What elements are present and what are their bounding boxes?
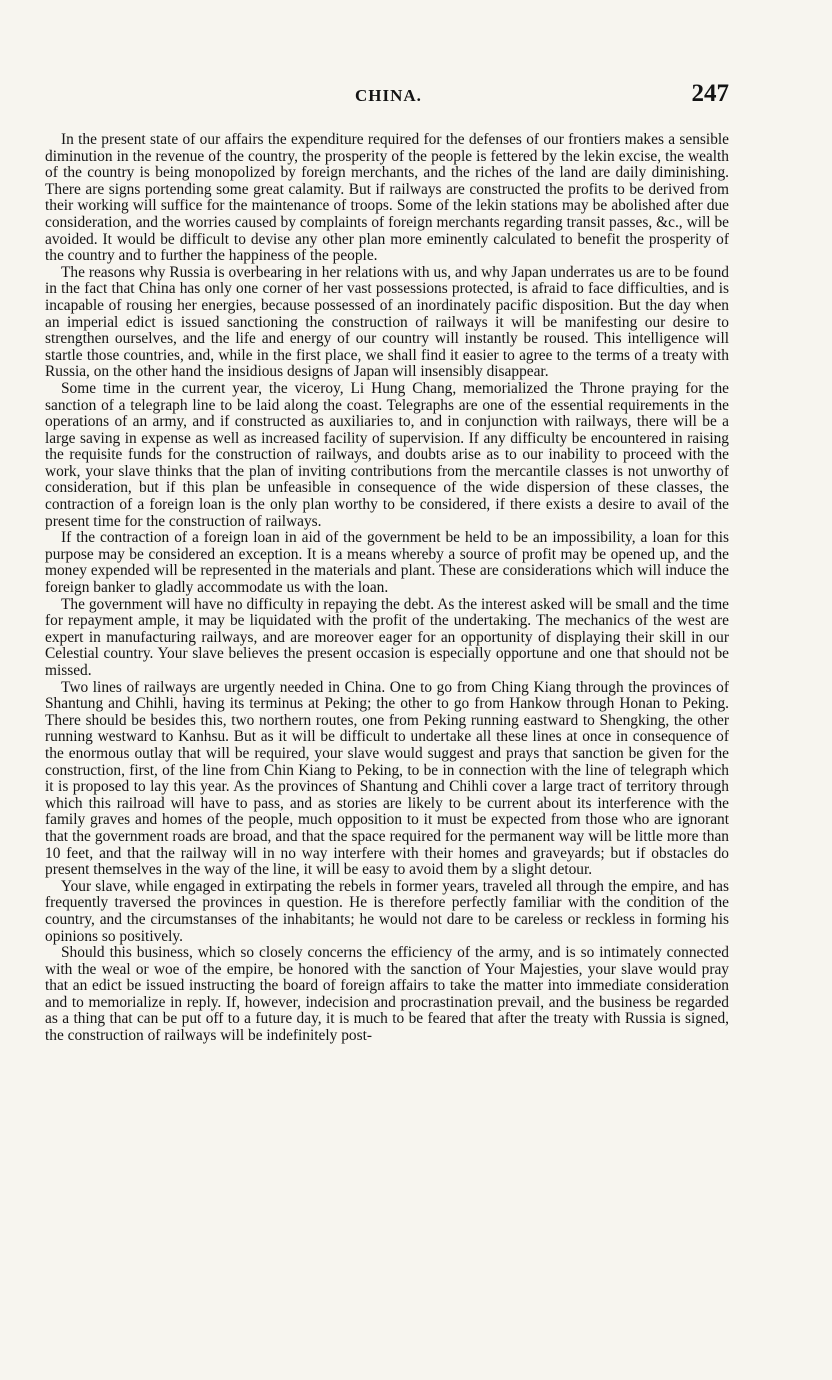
paragraph: Should this business, which so closely concerns the efficiency of the army, and is so intimately connected with the weal or woe of the empire, be honored with the sanction of Your Majesties, your slave would pray that an edict be issued instructing the board of foreign affairs to take the matter into immediate consideration and to memorialize in reply. If, however, indecision and procrastination prevail, and the business be regarded as a thing that can be put off to a future day, it is much to be feared that after the treaty with Russia is signed, the construction of railways will be indefinitely post-	[45, 944, 729, 1045]
paragraph: The government will have no difficulty in repaying the debt. As the interest asked will be small and the time for repayment ample, it may be liquidated with the profit of the undertaking. The mechanics of the west are expert in manufacturing railways, and are moreover eager for an opportunity of displaying their skill in our Celestial country. Your slave believes the present occasion is especially opportune and one that should not be missed.	[45, 595, 729, 679]
paragraph: In the present state of our affairs the expenditure required for the defenses of our frontiers makes a sensible diminution in the revenue of the country, the prosperity of the people is fettered by the lekin excise, the wealth of the country is being monopolized by foreign merchants, and the riches of the land are daily diminishing. There are signs portending some great calamity. But if railways are constructed the profits to be derived from their working will suffice for the maintenance of troops. Some of the lekin stations may be abolished after due consideration, and the worries caused by complaints of foreign merchants regarding transit passes, &c., will be avoided. It would be difficult to devise any other plan more eminently calculated to benefit the prosperity of the country and to further the happiness of the people.	[45, 131, 729, 265]
body-text	[45, 132, 729, 1045]
page-number: 247	[691, 80, 729, 107]
running-head: CHINA.	[355, 86, 422, 105]
paragraph: Some time in the current year, the viceroy, Li Hung Chang, memorialized the Throne praying for the sanction of a telegraph line to be laid along the coast. Telegraphs are one of the essential requirements in the operations of an army, and if constructed as auxiliaries to, and in conjunction with railways, there will be a large saving in expense as well as increased facility of supervision. If any difficulty be encountered in raising the requisite funds for the construction of railways, and doubts arise as to our inability to proceed with the work, your slave thinks that the plan of inviting contributions from the mercantile classes is not unworthy of consideration, but if this plan be unfeasible in consequence of the wide dispersion of these classes, the contraction of a foreign loan is the only plan worthy to be considered, if there exists a desire to avail of the present time for the construction of railways.	[45, 379, 729, 530]
paragraph: The reasons why Russia is overbearing in her relations with us, and why Japan underrates us are to be found in the fact that China has only one corner of her vast possessions protected, is afraid to face difficulties, and is incapable of rousing her energies, because possessed of an inordinately pacific disposition. But the day when an imperial edict is issued sanctioning the construction of railways it will be manifesting our desire to strengthen ourselves, and the life and energy of our country will instantly be roused. This intelligence will startle those countries, and, while in the first place, we shall find it easier to agree to the terms of a treaty with Russia, on the other hand the insidious designs of Japan will insensibly disappear.	[45, 263, 729, 381]
page-header	[45, 78, 729, 122]
paragraph: Two lines of railways are urgently needed in China. One to go from Ching Kiang through the provinces of Shantung and Chihli, having its terminus at Peking; the other to go from Hankow through Honan to Peking. There should be besides this, two northern routes, one from Peking running eastward to Shengking, the other running westward to Kanhsu. But as it will be difficult to undertake all these lines at once in consequence of the enormous outlay that will be required, your slave would suggest and prays that sanction be given for the construction, first, of the line from Chin Kiang to Peking, to be in connection with the line of telegraph which it is proposed to lay this year. As the provinces of Shantung and Chihli cover a large tract of territory through which this railroad will have to pass, and as stories are likely to be current about its interference with the family graves and homes of the people, much opposition to it must be expected from those who are ignorant that the government roads are broad, and that the space required for the permanent way will be little more than 10 feet, and that the railway will in no way interfere with their homes and graveyards; but if obstacles do present themselves in the way of the line, it will be easy to avoid them by a slight detour.	[45, 678, 729, 879]
paragraph: Your slave, while engaged in extirpating the rebels in former years, traveled all through the empire, and has frequently traversed the provinces in question. He is therefore perfectly familiar with the condition of the country, and the circumstanses of the inhabitants; he would not dare to be careless or reckless in forming his opinions so positively.	[45, 877, 729, 945]
document-page	[45, 78, 729, 1045]
paragraph: If the contraction of a foreign loan in aid of the government be held to be an impossibility, a loan for this purpose may be considered an exception. It is a means whereby a source of profit may be opened up, and the money expended will be represented in the materials and plant. These are considerations which will induce the foreign banker to gladly accommodate us with the loan.	[45, 529, 729, 597]
